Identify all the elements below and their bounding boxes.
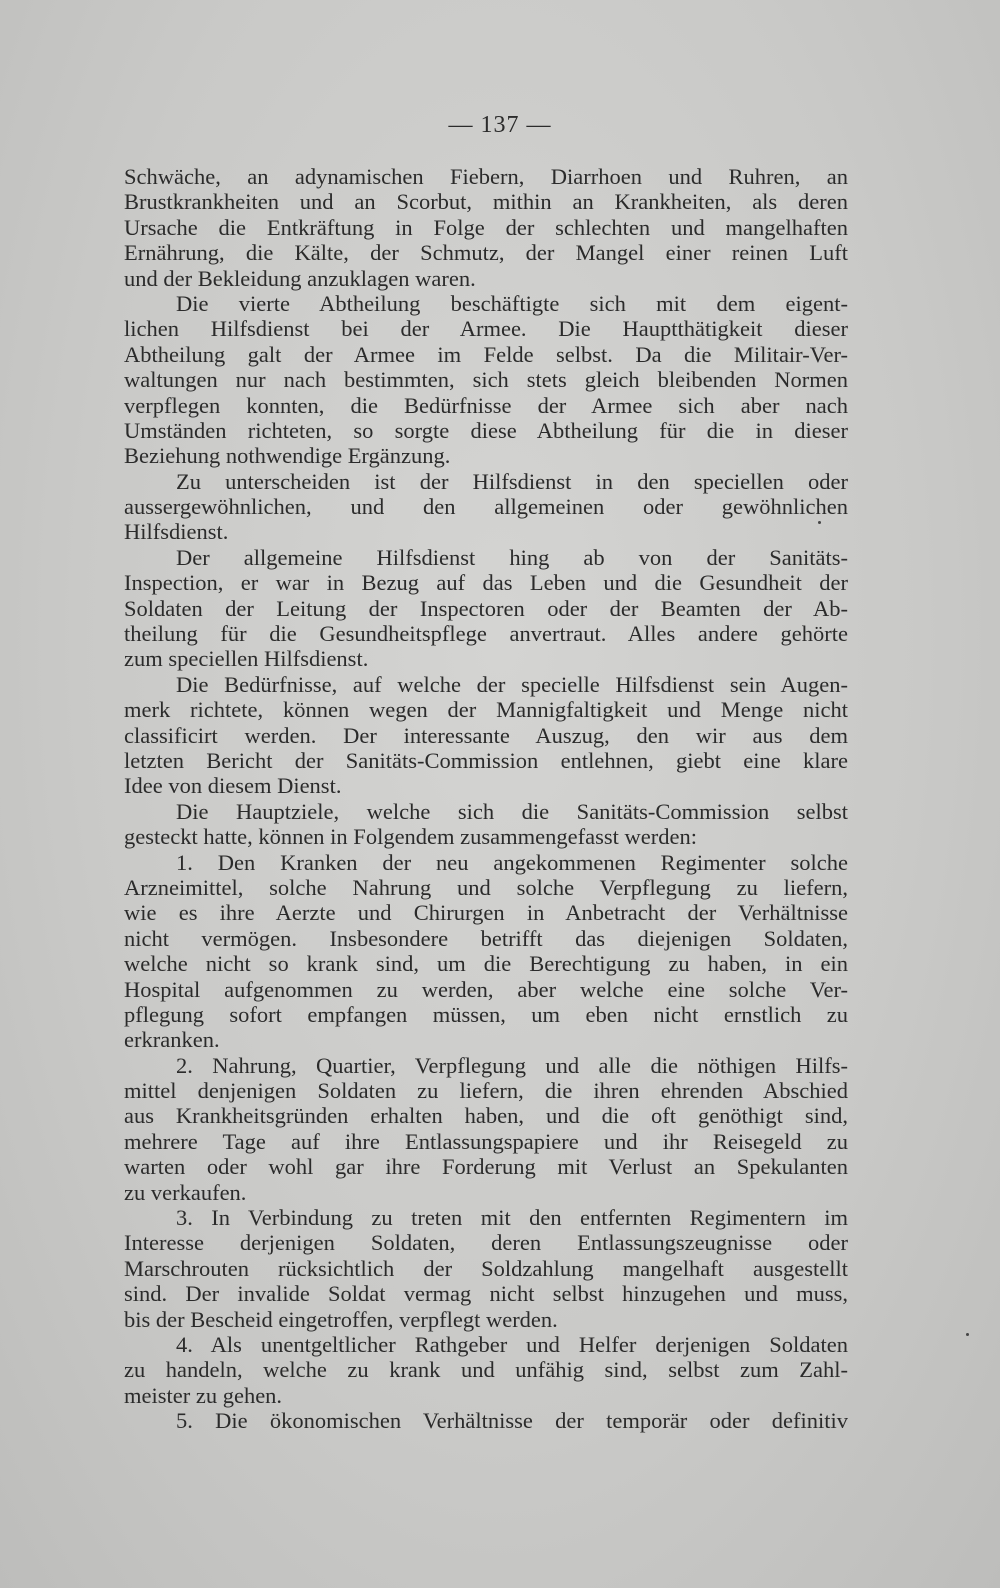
text-line: zu verkaufen. — [124, 1179, 247, 1205]
text-line: classificirt werden. Der interessante Auszug, den wir aus dem — [124, 722, 848, 748]
text-line: 3. In Verbindung zu treten mit den entfernten Regimentern im — [176, 1205, 848, 1231]
text-line: 1. Den Kranken der neu angekommenen Regimenter solche — [176, 849, 848, 875]
text-line: erkranken. — [124, 1027, 220, 1053]
text-line: Marschrouten rücksichtlich der Soldzahlung mangelhaft ausgestellt — [124, 1255, 848, 1281]
text-line: und der Bekleidung anzuklagen waren. — [124, 265, 476, 291]
text-line: aus Krankheitsgründen erhalten haben, und die oft genöthigt sind, — [124, 1103, 848, 1129]
text-line: Arzneimittel, solche Nahrung und solche Verpflegung zu liefern, — [124, 874, 848, 900]
page-number: — 137 — — [448, 112, 552, 138]
body-text — [124, 164, 848, 1434]
text-line: Zu unterscheiden ist der Hilfsdienst in den speciellen oder — [176, 468, 848, 494]
text-line: letzten Bericht der Sanitäts-Commission entlehnen, giebt eine klare — [124, 747, 848, 773]
text-line: waltungen nur nach bestimmten, sich stets gleich bleibenden Normen — [124, 367, 848, 393]
text-line: Hilfsdienst. — [124, 519, 229, 545]
text-line: merk richtete, können wegen der Mannigfaltigkeit und Menge nicht — [124, 697, 848, 723]
text-line: Abtheilung galt der Armee im Felde selbst. Da die Militair-Ver- — [124, 341, 848, 367]
text-line: welche nicht so krank sind, um die Berechtigung zu haben, in ein — [124, 951, 848, 977]
text-line: Inspection, er war in Bezug auf das Leben und die Gesundheit der — [124, 570, 848, 596]
text-line: verpflegen konnten, die Bedürfnisse der Armee sich aber nach — [124, 392, 848, 418]
text-line: bis der Bescheid eingetroffen, verpflegt werden. — [124, 1306, 558, 1332]
text-line: pflegung sofort empfangen müssen, um eben nicht ernstlich zu — [124, 1001, 848, 1027]
print-speck — [966, 1333, 969, 1336]
text-line: 5. Die ökonomischen Verhältnisse der temporär oder definitiv — [176, 1408, 848, 1434]
text-line: lichen Hilfsdienst bei der Armee. Die Hauptthätigkeit dieser — [124, 316, 848, 342]
print-speck — [818, 521, 821, 524]
text-line: warten oder wohl gar ihre Forderung mit Verlust an Spekulanten — [124, 1154, 848, 1180]
text-line: Umständen richteten, so sorgte diese Abtheilung für die in dieser — [124, 417, 848, 443]
text-line: Brustkrankheiten und an Scorbut, mithin an Krankheiten, als deren — [124, 189, 848, 215]
text-line: wie es ihre Aerzte und Chirurgen in Anbetracht der Verhältnisse — [124, 900, 848, 926]
text-line: mittel denjenigen Soldaten zu liefern, die ihren ehrenden Abschied — [124, 1078, 848, 1104]
text-line: Die Hauptziele, welche sich die Sanitäts-Commission selbst — [176, 798, 848, 824]
text-line: Soldaten der Leitung der Inspectoren oder der Beamten der Ab- — [124, 595, 848, 621]
text-line: Interesse derjenigen Soldaten, deren Entlassungszeugnisse oder — [124, 1230, 848, 1256]
text-line: Die vierte Abtheilung beschäftigte sich mit dem eigent- — [176, 290, 848, 316]
text-line: meister zu gehen. — [124, 1382, 283, 1408]
text-line: 2. Nahrung, Quartier, Verpflegung und alle die nöthigen Hilfs- — [176, 1052, 848, 1078]
text-line: Die Bedürfnisse, auf welche der specielle Hilfsdienst sein Augen- — [176, 671, 848, 697]
text-line: aussergewöhnlichen, und den allgemeinen oder gewöhnlichen — [124, 494, 848, 520]
text-line: Ernährung, die Kälte, der Schmutz, der Mangel einer reinen Luft — [124, 240, 848, 266]
text-line: gesteckt hatte, können in Folgendem zusammengefasst werden: — [124, 824, 697, 850]
text-line: zum speciellen Hilfsdienst. — [124, 646, 369, 672]
text-line: Beziehung nothwendige Ergänzung. — [124, 443, 451, 469]
text-line: zu handeln, welche zu krank und unfähig sind, selbst zum Zahl- — [124, 1357, 848, 1383]
text-line: 4. Als unentgeltlicher Rathgeber und Helfer derjenigen Soldaten — [176, 1331, 848, 1357]
text-line: Idee von diesem Dienst. — [124, 773, 342, 799]
text-line: nicht vermögen. Insbesondere betrifft das diejenigen Soldaten, — [124, 925, 848, 951]
text-line: Ursache die Entkräftung in Folge der schlechten und mangelhaften — [124, 214, 848, 240]
text-line: mehrere Tage auf ihre Entlassungspapiere und ihr Reisegeld zu — [124, 1128, 848, 1154]
text-line: sind. Der invalide Soldat vermag nicht selbst hinzugehen und muss, — [124, 1281, 848, 1307]
text-line: Schwäche, an adynamischen Fiebern, Diarrhoen und Ruhren, an — [124, 164, 848, 189]
text-line: Hospital aufgenommen zu werden, aber welche eine solche Ver- — [124, 976, 848, 1002]
text-line: theilung für die Gesundheitspflege anvertraut. Alles andere gehörte — [124, 621, 848, 647]
text-line: Der allgemeine Hilfsdienst hing ab von der Sanitäts- — [176, 544, 848, 570]
